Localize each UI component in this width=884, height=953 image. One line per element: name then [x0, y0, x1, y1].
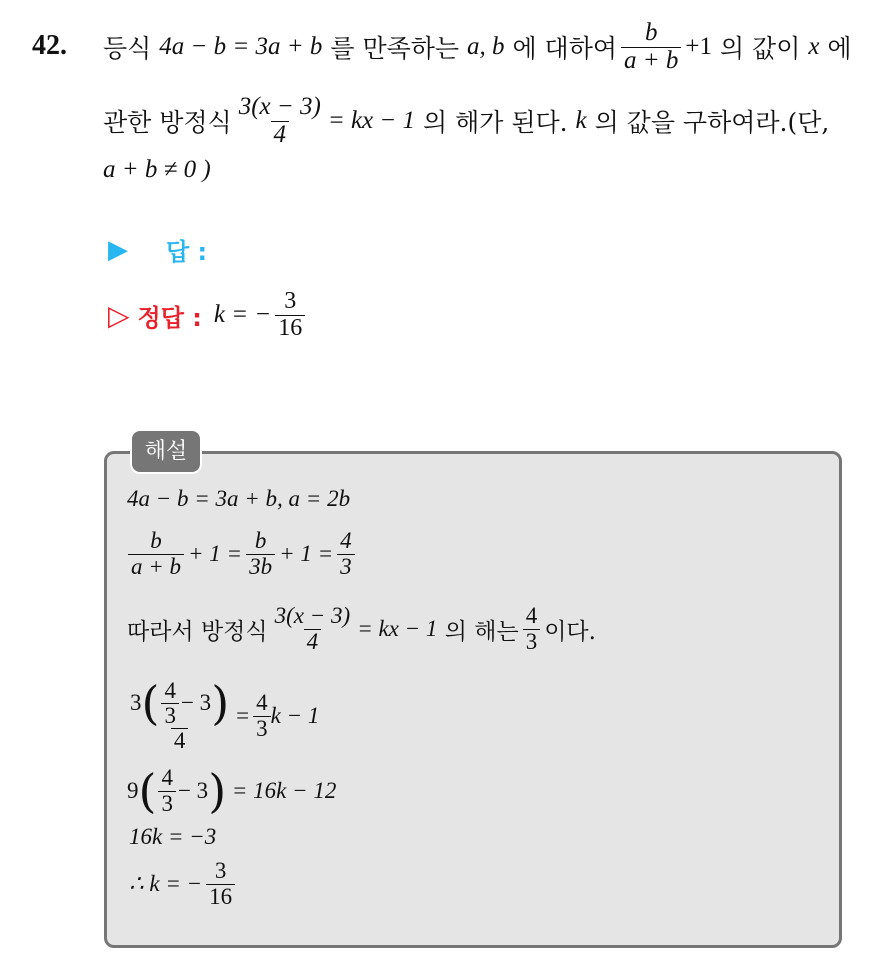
right-paren: ) — [211, 676, 230, 731]
left-paren: ( — [141, 676, 160, 731]
sol-fraction — [272, 604, 354, 653]
sol-big-fraction — [127, 676, 232, 754]
frac-numerator: 3 — [284, 288, 297, 315]
solution-line-1: 4a − b = 3a + b, a = 2b — [127, 486, 351, 511]
q-mid: 를 만족하는 — [330, 34, 460, 63]
sol-text: + 1 = — [188, 541, 243, 566]
frac-denominator: 4 — [171, 728, 189, 753]
correct-answer-lhs: k = − — [213, 301, 272, 328]
sol-text: k − 1 — [270, 703, 320, 728]
frac-denominator: 16 — [206, 884, 235, 909]
q-equation: 4a − b = 3a + b — [159, 33, 323, 60]
q-line2-equation: = kx − 1 — [327, 107, 416, 134]
correct-answer-row — [108, 284, 309, 346]
frac-numerator: 3 — [214, 858, 227, 884]
frac-denominator: 3 — [337, 554, 355, 579]
solution-badge: 해설 — [130, 429, 202, 474]
frac-numerator: 4 — [161, 765, 173, 791]
sol-fraction — [246, 529, 275, 578]
frac-denominator: 4 — [271, 121, 290, 148]
solution-line-3 — [127, 598, 596, 660]
outline-play-icon: ▷ — [108, 298, 130, 332]
q-end: 에 — [827, 34, 852, 63]
frac-denominator: 3 — [523, 629, 541, 654]
frac-denominator: 16 — [275, 315, 305, 341]
sol-fraction — [161, 679, 179, 728]
sol-text: 이다. — [544, 618, 596, 645]
sol-text: 3 — [130, 690, 142, 716]
frac-numerator: b — [644, 19, 658, 47]
sol-text: = 16k − 12 — [231, 778, 337, 803]
frac-denominator: 3 — [158, 791, 176, 816]
q-var-x: x — [808, 33, 820, 60]
sol-fraction — [337, 529, 355, 578]
question-line-3: a + b ≠ 0 ) — [103, 156, 211, 183]
sol-text: − 3 — [177, 778, 209, 803]
frac-denominator: a + b — [128, 554, 184, 579]
frac-numerator: 3(x − 3) — [274, 603, 351, 629]
sol-text: + 1 = — [279, 541, 334, 566]
sol-text: 9 — [127, 778, 139, 803]
answer-label: 답 : — [166, 238, 208, 266]
frac-numerator: 4 — [256, 690, 268, 716]
play-icon: ▶ — [108, 234, 128, 265]
sol-fraction — [206, 859, 235, 908]
frac-numerator: 4 — [525, 603, 538, 629]
sol-text: − 3 — [180, 690, 212, 716]
q-suffix: 의 값이 — [719, 34, 801, 63]
q-fraction-2 — [236, 94, 324, 148]
q-var-k: k — [575, 107, 587, 134]
sol-fraction — [158, 766, 176, 815]
sol-fraction — [128, 529, 184, 578]
solution-line-4 — [127, 668, 319, 764]
frac-denominator: a + b — [621, 47, 681, 74]
sol-text: 의 해는 — [444, 618, 519, 645]
question-number: 42. — [32, 30, 67, 61]
solution-line-7 — [129, 852, 239, 916]
q-mid2: 에 대하여 — [512, 34, 618, 63]
sol-text: = kx − 1 — [357, 616, 438, 641]
frac-denominator: 3b — [246, 554, 275, 579]
q-fraction-1 — [621, 20, 681, 74]
solution-line-2 — [124, 523, 359, 585]
frac-numerator: b — [150, 528, 162, 554]
sol-fraction — [523, 604, 541, 653]
frac-numerator: 4 — [340, 528, 352, 554]
question-line-1 — [103, 12, 852, 82]
q-line2-mid: 의 해가 된다. — [422, 108, 568, 137]
q-line2-end: 의 값을 구하여라.(단, — [594, 108, 830, 137]
q-line2-prefix: 관한 방정식 — [103, 108, 232, 137]
left-paren: ( — [138, 764, 157, 818]
answer-row — [108, 232, 207, 267]
frac-numerator: b — [254, 528, 267, 554]
sol-text: 따라서 방정식 — [127, 618, 268, 645]
solution-line-5 — [127, 760, 336, 822]
frac-numerator: 4 — [164, 677, 176, 703]
solution-line-6: 16k = −3 — [129, 824, 217, 849]
question-line-2 — [103, 86, 829, 156]
correct-answer-label: 정답 : — [137, 303, 202, 332]
sol-text: ∴ k = − — [129, 871, 203, 896]
right-paren: ) — [208, 764, 227, 818]
frac-denominator: 3 — [161, 703, 179, 728]
correct-answer-fraction — [275, 289, 305, 340]
sol-text: = — [236, 703, 250, 728]
q-plus-one: +1 — [685, 33, 712, 60]
frac-numerator — [127, 676, 232, 731]
frac-denominator: 3 — [253, 716, 271, 741]
frac-numerator: 3(x − 3) — [238, 93, 321, 121]
frac-denominator: 4 — [304, 629, 322, 654]
q-prefix: 등식 — [103, 34, 152, 63]
q-vars: a, b — [467, 33, 505, 60]
sol-fraction — [253, 691, 271, 740]
